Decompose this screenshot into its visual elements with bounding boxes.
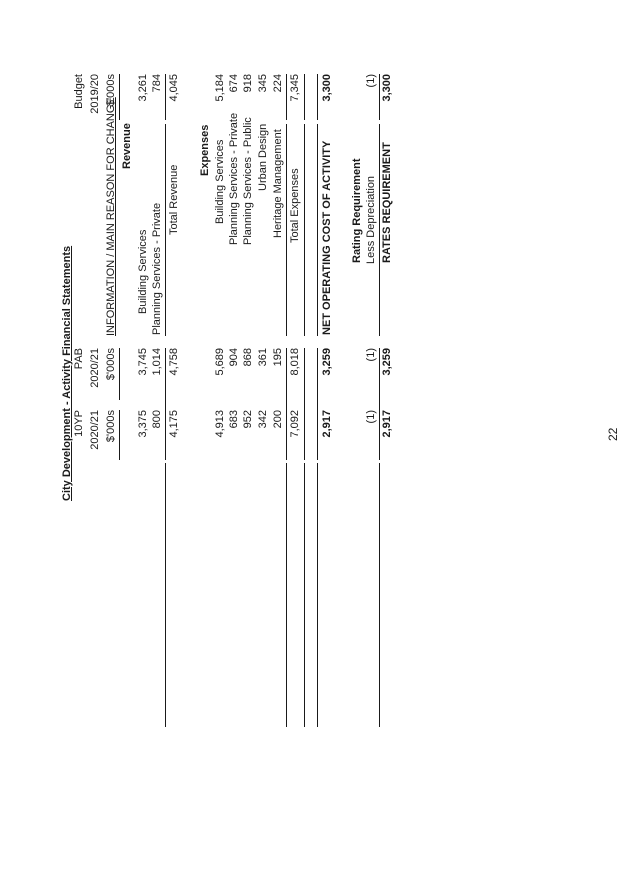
tenyp-header-line3: $'000s (105, 410, 117, 443)
total-expenses-pab: 8,018 (289, 348, 301, 376)
total-expenses-label: Total Expenses (289, 168, 301, 243)
rule (286, 348, 287, 460)
expense-row-pab: 904 (228, 348, 240, 367)
tenyp-header-line1: 10YP (73, 410, 85, 437)
expense-row-pab: 5,689 (214, 348, 226, 376)
depreciation-label: Less Depreciation (365, 175, 377, 264)
rule (379, 348, 380, 460)
revenue-heading: Revenue (121, 123, 133, 169)
expense-row-budget: 224 (272, 74, 284, 93)
revenue-row-pab: 3,745 (137, 348, 149, 376)
rule (165, 124, 166, 336)
total-revenue-budget: 4,045 (168, 74, 180, 102)
pab-header-line2: 2020/21 (89, 348, 101, 388)
expense-row-label: Urban Design (257, 123, 269, 191)
expense-row-label: Building Services (214, 139, 226, 224)
rule (119, 74, 120, 120)
rule (304, 74, 305, 120)
net-operating-pab: 3,259 (321, 348, 333, 376)
expense-row-tenyp: 683 (228, 410, 240, 429)
revenue-row-budget: 784 (151, 74, 163, 93)
rule (304, 348, 305, 460)
revenue-row-budget: 3,261 (137, 74, 149, 102)
rule (286, 124, 287, 336)
rule (317, 74, 318, 120)
expense-row-label: Heritage Management (272, 129, 284, 238)
info-header: INFORMATION / MAIN REASON FOR CHANGE (105, 97, 117, 336)
revenue-row-pab: 1,014 (151, 348, 163, 376)
page-number: 22 (606, 427, 620, 441)
net-operating-tenyp: 2,917 (321, 410, 333, 438)
rule (165, 463, 166, 727)
revenue-row-label: Planning Services - Private (151, 202, 163, 335)
rule (119, 410, 120, 460)
depreciation-tenyp: (1) (365, 410, 377, 424)
rates-requirement-budget: 3,300 (381, 74, 393, 102)
expense-row-label: Planning Services - Public (242, 117, 254, 245)
budget-header-line2: 2019/20 (89, 74, 101, 114)
statement-title: City Development - Activity Financial Statements (61, 245, 73, 501)
expense-row-pab: 868 (242, 348, 254, 367)
tenyp-header-line2: 2020/21 (89, 410, 101, 450)
rule (379, 463, 380, 727)
depreciation-budget: (1) (365, 74, 377, 88)
revenue-row-label: Building Services (137, 229, 149, 314)
rule (286, 463, 287, 727)
pab-header-line1: PAB (73, 348, 85, 370)
budget-header-line1: Budget (73, 74, 85, 109)
expense-row-tenyp: 952 (242, 410, 254, 429)
expense-row-label: Planning Services - Private (228, 112, 240, 245)
expense-row-tenyp: 4,913 (214, 410, 226, 438)
total-revenue-label: Total Revenue (168, 164, 180, 235)
rule (317, 124, 318, 336)
total-revenue-tenyp: 4,175 (168, 410, 180, 438)
rule (304, 124, 305, 336)
rule (165, 348, 166, 460)
rule (317, 348, 318, 460)
rule (379, 124, 380, 336)
total-expenses-budget: 7,345 (289, 74, 301, 102)
rates-requirement-pab: 3,259 (381, 348, 393, 376)
total-expenses-tenyp: 7,092 (289, 410, 301, 438)
rating-requirement-heading: Rating Requirement (351, 158, 363, 263)
rates-requirement-label: RATES REQUIREMENT (381, 142, 393, 263)
expense-row-budget: 918 (242, 74, 254, 93)
rates-requirement-tenyp: 2,917 (381, 410, 393, 438)
pab-header-line3: $'000s (105, 348, 117, 381)
budget-header-line3: $'000s (105, 74, 117, 107)
rule (304, 463, 305, 727)
rule (165, 74, 166, 120)
expense-row-pab: 195 (272, 348, 284, 367)
net-operating-label: NET OPERATING COST OF ACTIVITY (321, 140, 333, 335)
rule (286, 74, 287, 120)
expense-row-budget: 674 (228, 74, 240, 93)
revenue-row-tenyp: 800 (151, 410, 163, 429)
total-revenue-pab: 4,758 (168, 348, 180, 376)
net-operating-budget: 3,300 (321, 74, 333, 102)
rule (317, 463, 318, 727)
expenses-heading: Expenses (199, 124, 211, 176)
expense-row-tenyp: 200 (272, 410, 284, 429)
expense-row-budget: 5,184 (214, 74, 226, 102)
expense-row-tenyp: 342 (257, 410, 269, 429)
expense-row-pab: 361 (257, 348, 269, 367)
depreciation-pab: (1) (365, 348, 377, 362)
rule (119, 348, 120, 400)
rule (379, 74, 380, 120)
expense-row-budget: 345 (257, 74, 269, 93)
revenue-row-tenyp: 3,375 (137, 410, 149, 438)
